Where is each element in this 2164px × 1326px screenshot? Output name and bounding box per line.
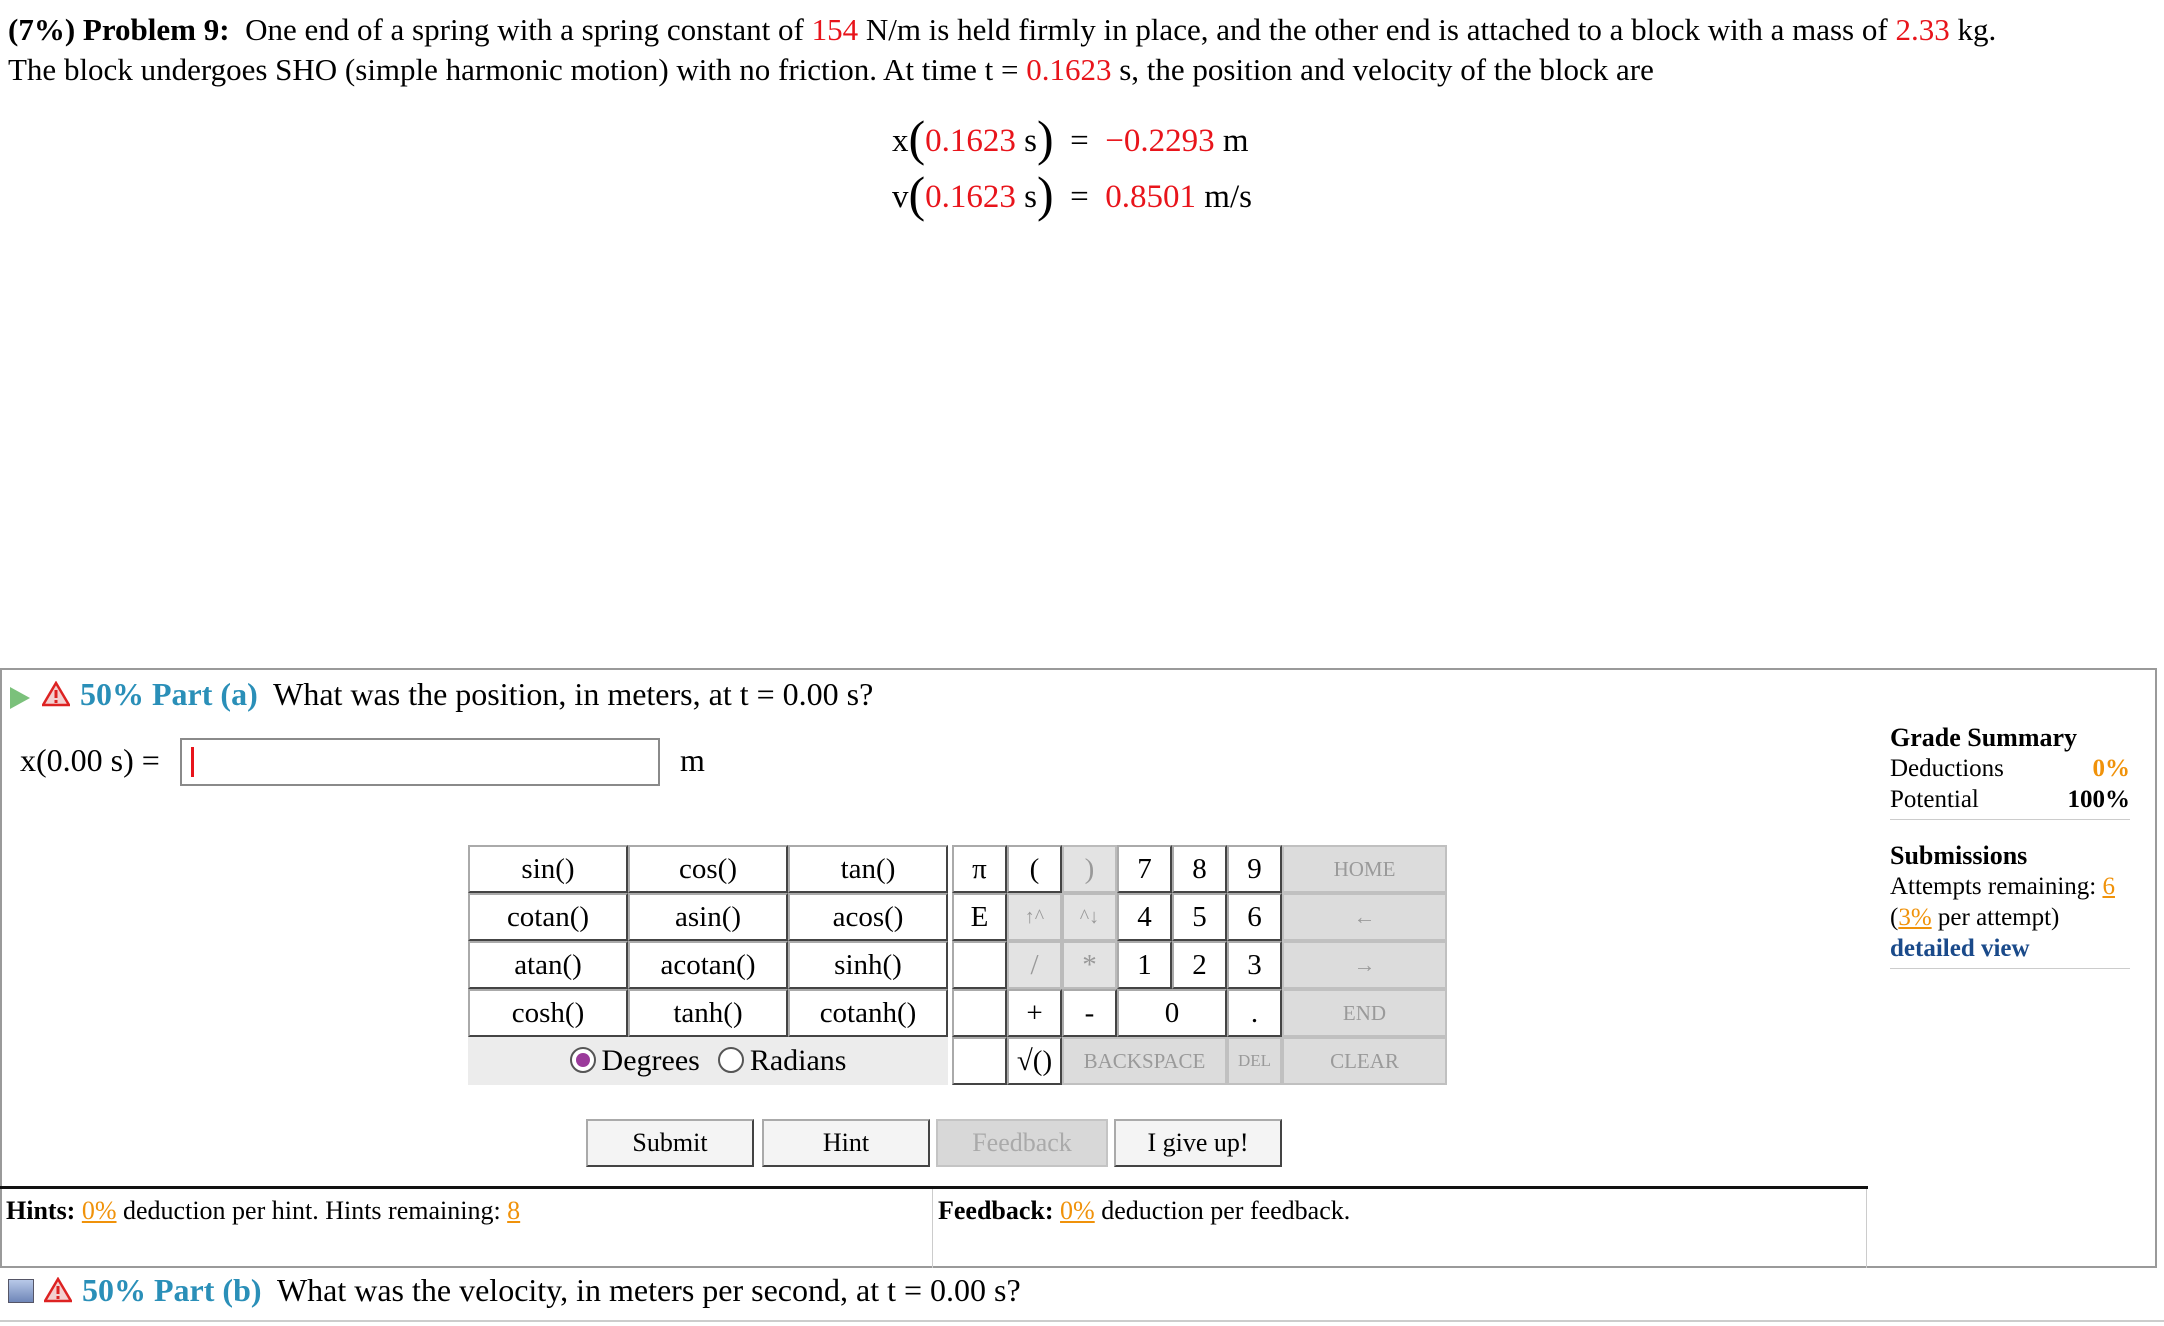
submissions-title: Submissions	[1890, 841, 2028, 870]
key-home[interactable]: HOME	[1282, 845, 1447, 893]
feedback-label: Feedback:	[938, 1196, 1054, 1225]
spring-constant-value: 154	[811, 12, 859, 47]
part-b-label: Part (b)	[154, 1272, 262, 1308]
submit-button[interactable]: Submit	[586, 1119, 754, 1167]
key-pi[interactable]: π	[952, 845, 1007, 893]
problem-text-3: kg.	[1957, 12, 1997, 47]
key-cos[interactable]: cos()	[628, 845, 788, 893]
problem-text-4: The block undergoes SHO (simple harmonic motion) with no friction. At time t =	[8, 52, 1019, 87]
hints-label: Hints:	[6, 1196, 76, 1225]
key-8[interactable]: 8	[1172, 845, 1227, 893]
text-caret	[191, 747, 194, 777]
problem-statement	[8, 10, 2148, 90]
attempts-label: Attempts remaining:	[1890, 873, 2097, 900]
per-attempt-open: (	[1890, 904, 1899, 931]
time-value: 0.1623	[1026, 52, 1112, 87]
radians-radio[interactable]	[718, 1047, 744, 1073]
key-acos[interactable]: acos()	[788, 893, 948, 941]
key-left-arrow[interactable]: ←	[1282, 893, 1447, 941]
hints-info	[6, 1196, 520, 1226]
problem-line-1	[8, 10, 2148, 50]
key-tan[interactable]: tan()	[788, 845, 948, 893]
key-3[interactable]: 3	[1227, 941, 1282, 989]
key-cosh[interactable]: cosh()	[468, 989, 628, 1037]
velocity-var: v	[892, 179, 909, 215]
key-cotan[interactable]: cotan()	[468, 893, 628, 941]
numeric-keypad	[952, 845, 1447, 1085]
radians-option[interactable]	[718, 1044, 847, 1078]
deductions-value: 0%	[2092, 755, 2130, 782]
key-1[interactable]: 1	[1117, 941, 1172, 989]
answer-input[interactable]	[182, 740, 658, 784]
key-sinh[interactable]: sinh()	[788, 941, 948, 989]
paren-open: (	[908, 166, 926, 222]
feedback-text: deduction per feedback.	[1101, 1196, 1351, 1225]
answer-label: x(0.00 s) =	[20, 742, 160, 778]
problem-text-2: N/m is held firmly in place, and the other end is attached to a block with a mass of	[865, 12, 1888, 47]
key-acotan[interactable]: acotan()	[628, 941, 788, 989]
key-blank	[952, 989, 1007, 1037]
warning-icon	[44, 1277, 72, 1303]
paren-close: )	[1037, 110, 1054, 166]
key-0[interactable]: 0	[1117, 989, 1227, 1037]
problem-text-5: s, the position and velocity of the block are	[1119, 52, 1654, 87]
key-up-power[interactable]: ↑^	[1007, 893, 1062, 941]
potential-label: Potential	[1890, 786, 1979, 813]
answer-unit: m	[680, 742, 705, 778]
divider	[1890, 968, 2130, 969]
part-a-question: What was the position, in meters, at t = 0.00 s?	[273, 676, 874, 712]
key-clear[interactable]: CLEAR	[1282, 1037, 1447, 1085]
problem-line-2	[8, 50, 2148, 90]
deductions-row	[1890, 753, 2130, 784]
key-cotanh[interactable]: cotanh()	[788, 989, 948, 1037]
key-6[interactable]: 6	[1227, 893, 1282, 941]
key-5[interactable]: 5	[1172, 893, 1227, 941]
key-atan[interactable]: atan()	[468, 941, 628, 989]
key-sin[interactable]: sin()	[468, 845, 628, 893]
position-var: x	[892, 123, 909, 159]
paren-close: )	[1037, 166, 1054, 222]
part-b-header[interactable]	[8, 1272, 1021, 1309]
divider	[0, 1320, 2164, 1322]
give-up-button[interactable]: I give up!	[1114, 1119, 1282, 1167]
position-time-unit: s	[1024, 123, 1037, 159]
degrees-option[interactable]	[570, 1044, 700, 1078]
key-4[interactable]: 4	[1117, 893, 1172, 941]
key-9[interactable]: 9	[1227, 845, 1282, 893]
position-time: 0.1623	[925, 123, 1016, 159]
warning-icon	[42, 681, 70, 707]
expand-triangle-icon[interactable]	[10, 687, 30, 709]
per-attempt-value: 3%	[1898, 904, 1932, 931]
potential-value: 100%	[2067, 786, 2130, 813]
key-dot[interactable]: .	[1227, 989, 1282, 1037]
part-a-label: Part (a)	[152, 676, 258, 712]
part-b-percent: 50%	[82, 1272, 146, 1308]
divider	[932, 1189, 933, 1268]
key-down-power[interactable]: ^↓	[1062, 893, 1117, 941]
paren-open: (	[908, 110, 926, 166]
part-a-header	[10, 676, 873, 713]
key-end[interactable]: END	[1282, 989, 1447, 1037]
part-a-percent: 50%	[80, 676, 144, 712]
attempts-row	[1890, 871, 2130, 902]
answer-input-box[interactable]	[180, 738, 660, 786]
key-blank	[952, 1037, 1007, 1085]
key-blank	[952, 941, 1007, 989]
grade-summary-title: Grade Summary	[1890, 723, 2078, 752]
divider	[1890, 819, 2130, 820]
key-lparen[interactable]: (	[1007, 845, 1062, 893]
divider	[1866, 1189, 1867, 1268]
velocity-equation: v(0.1623 s) = 0.8501 m/s	[892, 166, 1252, 222]
velocity-time: 0.1623	[925, 179, 1016, 215]
problem-weight: (7%)	[8, 12, 76, 47]
degrees-label: Degrees	[601, 1044, 700, 1077]
part-b-question: What was the velocity, in meters per second, at t = 0.00 s?	[276, 1272, 1021, 1308]
key-tanh[interactable]: tanh()	[628, 989, 788, 1037]
key-sqrt[interactable]: √()	[1007, 1037, 1062, 1085]
radians-label: Radians	[749, 1044, 847, 1077]
key-plus[interactable]: +	[1007, 989, 1062, 1037]
attempts-value: 6	[2102, 873, 2115, 900]
key-asin[interactable]: asin()	[628, 893, 788, 941]
hints-deduction: 0%	[81, 1196, 117, 1225]
key-multiply[interactable]: *	[1062, 941, 1117, 989]
velocity-unit: m/s	[1204, 179, 1252, 215]
key-right-arrow[interactable]: →	[1282, 941, 1447, 989]
problem-text-1: One end of a spring with a spring constant of	[245, 12, 804, 47]
position-equation: x(0.1623 s) = −0.2293 m	[892, 110, 1249, 166]
key-e[interactable]: E	[952, 893, 1007, 941]
feedback-info	[938, 1196, 1350, 1226]
angle-mode-row	[468, 1037, 948, 1085]
collapse-icon[interactable]	[8, 1279, 34, 1303]
velocity-value: 0.8501	[1105, 179, 1197, 215]
key-divide[interactable]: /	[1007, 941, 1062, 989]
feedback-button[interactable]: Feedback	[936, 1119, 1108, 1167]
velocity-time-unit: s	[1024, 179, 1037, 215]
degrees-radio[interactable]	[570, 1047, 596, 1073]
potential-row	[1890, 784, 2130, 815]
function-keypad	[468, 845, 948, 1037]
key-minus[interactable]: -	[1062, 989, 1117, 1037]
key-2[interactable]: 2	[1172, 941, 1227, 989]
problem-number: Problem 9:	[82, 12, 230, 47]
grade-summary	[1890, 722, 2130, 969]
key-rparen[interactable]: )	[1062, 845, 1117, 893]
deductions-label: Deductions	[1890, 755, 2004, 782]
hints-text: deduction per hint. Hints remaining:	[123, 1196, 501, 1225]
feedback-deduction: 0%	[1060, 1196, 1095, 1225]
key-backspace[interactable]: BACKSPACE	[1062, 1037, 1227, 1085]
per-attempt-row	[1890, 902, 2130, 933]
key-7[interactable]: 7	[1117, 845, 1172, 893]
hints-remaining: 8	[507, 1196, 521, 1225]
position-unit: m	[1222, 123, 1249, 159]
position-value: −0.2293	[1105, 123, 1215, 159]
per-attempt-label: per attempt)	[1937, 904, 2060, 931]
key-del[interactable]: DEL	[1227, 1037, 1282, 1085]
hint-button[interactable]: Hint	[762, 1119, 930, 1167]
mass-value: 2.33	[1895, 12, 1950, 47]
detailed-view-link[interactable]: detailed view	[1890, 935, 2030, 962]
